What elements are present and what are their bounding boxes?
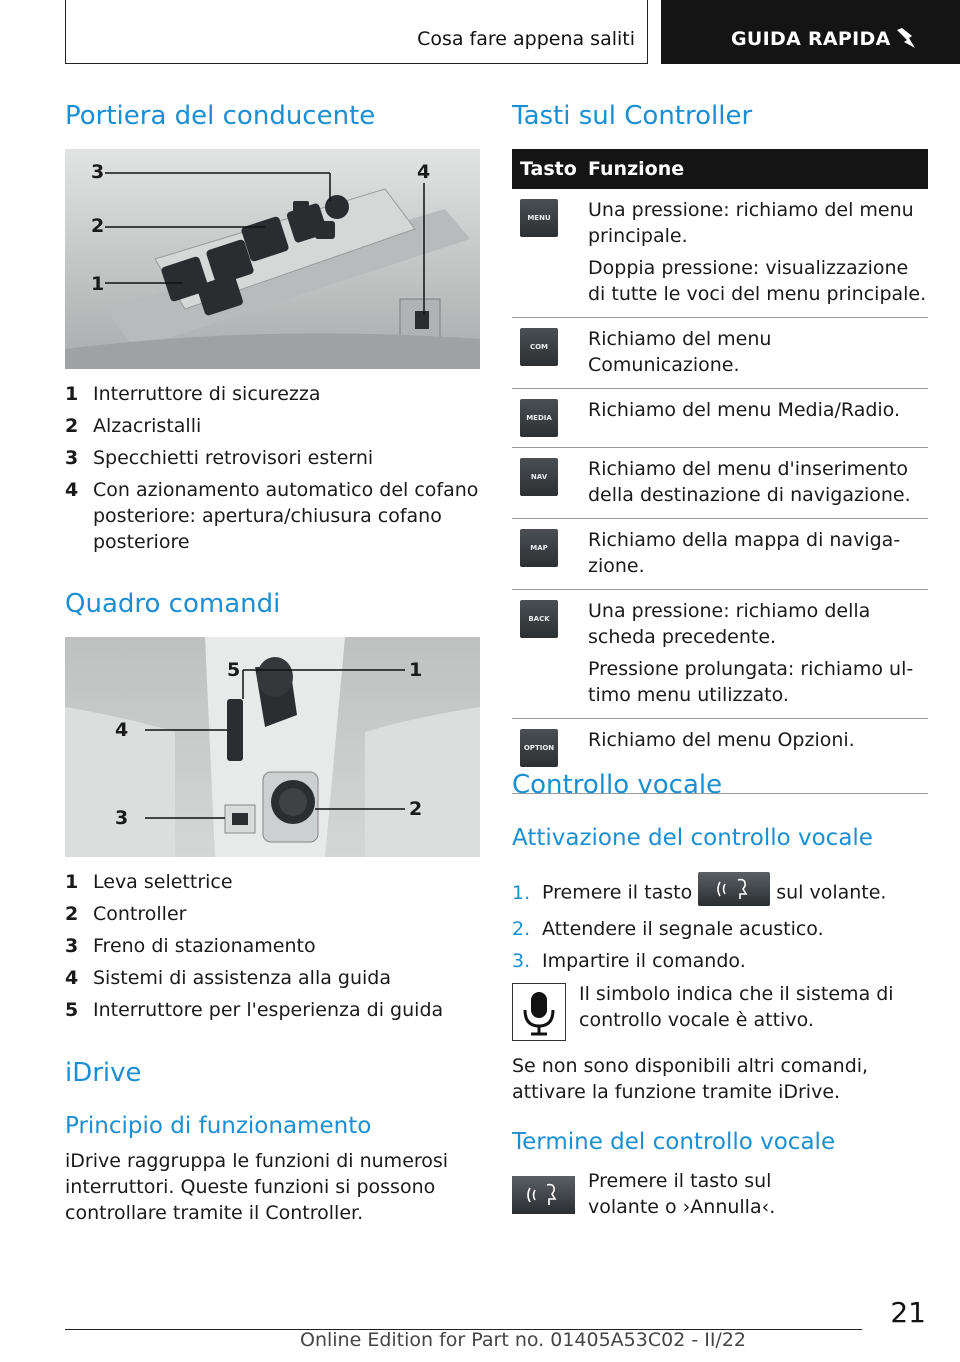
idrive-section-title: iDrive <box>65 1058 142 1088</box>
list-item: 1 Interruttore di sicurezza <box>65 383 321 405</box>
step-text: sul volante. <box>776 881 887 904</box>
door-section-title: Portiera del conducente <box>65 101 376 131</box>
list-item: 4 Sistemi di assistenza alla guida <box>65 967 392 989</box>
step-text: Attendere il segnale acustico. <box>542 918 824 940</box>
voice-end-title: Termine del controllo vocale <box>512 1129 836 1155</box>
media-key-icon: MEDIA <box>520 399 558 437</box>
list-item: 1. Premere il tasto sul volante. <box>512 876 928 910</box>
keys-section-title: Tasti sul Controller <box>512 101 753 131</box>
footer-edition: Online Edition for Part no. 01405A53C02 - II/22 <box>300 1329 747 1351</box>
list-item: 2 Alzacristalli <box>65 415 202 437</box>
voice-steps <box>512 876 928 980</box>
door-legend <box>65 381 480 561</box>
step-text: Impartire il comando. <box>542 950 746 972</box>
list-item: 1 Leva selettrice <box>65 871 233 893</box>
microphone-icon <box>512 983 566 1041</box>
step-text: Premere il tasto <box>542 881 693 904</box>
row-text: Richiamo del menu d'inserimento della destinazione di navigazione. <box>588 458 911 506</box>
header-left <box>65 0 648 64</box>
door-photo <box>65 149 480 369</box>
map-key-icon: MAP <box>520 529 558 567</box>
nav-key-icon: NAV <box>520 458 558 496</box>
idrive-text: iDrive raggruppa le funzioni di numerosi interruttori. Queste funzioni si possono controllare tramite il Controller. <box>65 1150 449 1224</box>
row-text: Richiamo del menu Media/Radio. <box>588 399 901 421</box>
console-section-title: Quadro comandi <box>65 589 281 619</box>
voice-fallback-text: Se non sono disponibili altri comandi, attivare la funzione tramite iDrive. <box>512 1055 869 1103</box>
list-item: 3 Specchietti retrovisori esterni <box>65 447 374 469</box>
col-function-header: Funzione <box>588 158 685 180</box>
console-legend <box>65 869 480 1029</box>
row-text: Richiamo del menu Comunicazione. <box>588 328 772 376</box>
keys-table <box>512 149 928 794</box>
voice-activation-title: Attivazione del controllo vocale <box>512 825 873 851</box>
table-row <box>512 318 928 389</box>
row-text: Una pressione: richiamo del menu principale. <box>588 199 914 247</box>
col-key-header: Tasto <box>520 158 577 180</box>
console-photo <box>65 637 480 857</box>
list-item: 5 Interruttore per l'esperienza di guida <box>65 999 444 1021</box>
row-text: Richiamo del menu Opzioni. <box>588 729 855 751</box>
door-callout-1: 1 <box>91 273 105 295</box>
table-row <box>512 519 928 590</box>
header-right <box>661 0 960 64</box>
console-callout-4: 4 <box>115 719 129 741</box>
option-key-icon: OPTION <box>520 729 558 767</box>
chapter-title: Cosa fare appena saliti <box>417 28 635 50</box>
list-item: 2 Controller <box>65 903 187 925</box>
row-text: Pressione prolungata: richiamo ultimo menu utilizzato. <box>588 658 914 706</box>
table-row <box>512 389 928 448</box>
section-title: GUIDA RAPIDA <box>731 28 891 50</box>
door-callout-2: 2 <box>91 215 105 237</box>
symbol-note: Il simbolo indica che il sistema di controllo vocale è attivo. <box>579 983 894 1031</box>
voice-key-icon <box>698 872 770 906</box>
table-row <box>512 189 928 318</box>
voice-key-icon <box>512 1176 575 1214</box>
console-callout-2: 2 <box>409 798 423 820</box>
row-text: Una pressione: richiamo della scheda precedente. <box>588 600 871 648</box>
door-callout-3: 3 <box>91 161 105 183</box>
table-row <box>512 448 928 519</box>
list-item: 2. Attendere il segnale acustico. <box>512 918 824 940</box>
list-item: 3. Impartire il comando. <box>512 950 746 972</box>
list-item: 3 Freno di stazionamento <box>65 935 316 957</box>
list-item: 4 Con azionamento automatico del cofano posteriore: apertura/chiusura cofano posteriore <box>65 479 479 553</box>
door-callout-4: 4 <box>417 161 431 183</box>
menu-key-icon: MENU <box>520 199 558 237</box>
flash-icon <box>895 27 917 49</box>
console-callout-5: 5 <box>227 659 241 681</box>
page-number: 21 <box>890 1296 926 1329</box>
voice-end-text: Premere il tasto sul volante o ›Annulla‹. <box>588 1170 776 1218</box>
table-header <box>512 149 928 189</box>
voice-section-title: Controllo vocale <box>512 770 723 800</box>
table-row <box>512 590 928 719</box>
row-text: Richiamo della mappa di navigazione. <box>588 529 901 577</box>
console-callout-3: 3 <box>115 807 129 829</box>
console-callout-1: 1 <box>409 659 423 681</box>
row-text: Doppia pressione: visualizzazione di tutte le voci del menu principale. <box>588 257 927 305</box>
com-key-icon: COM <box>520 328 558 366</box>
idrive-subtitle: Principio di funzionamento <box>65 1113 372 1139</box>
back-key-icon: BACK <box>520 600 558 638</box>
